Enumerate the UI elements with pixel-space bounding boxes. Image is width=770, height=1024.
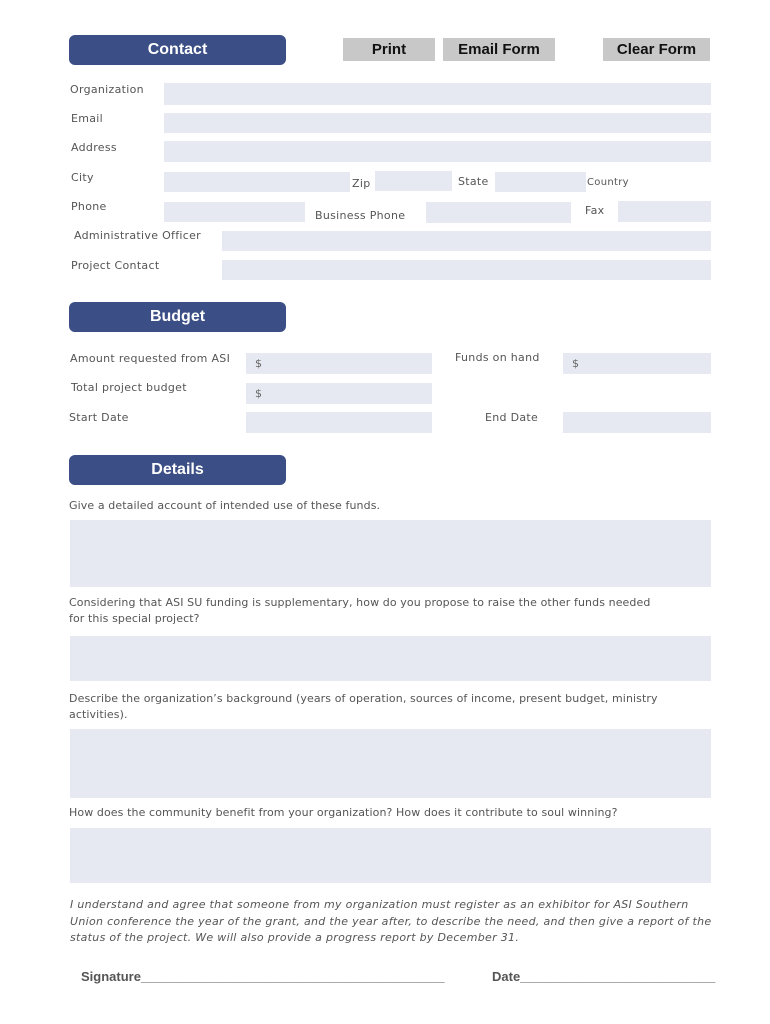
agreement-line3: status of the project. We will also provide a progress report by December 31.	[70, 931, 520, 944]
business-phone-label: Business Phone	[315, 209, 406, 222]
state-field[interactable]	[495, 172, 586, 192]
business-phone-field[interactable]	[426, 202, 571, 223]
print-button[interactable]: Print	[343, 38, 435, 61]
details-section-header: Details	[69, 455, 286, 485]
agreement-line2: Union conference the year of the grant, and the year after, to describe the need, and then give a report of the	[70, 914, 712, 928]
clear-form-button[interactable]: Clear Form	[603, 38, 710, 61]
currency-symbol: $	[255, 357, 262, 370]
currency-symbol: $	[255, 387, 262, 400]
funds-on-hand-field[interactable]	[563, 353, 711, 374]
administrative-officer-label: Administrative Officer	[74, 229, 201, 242]
budget-section-header: Budget	[69, 302, 286, 332]
city-label: City	[71, 171, 94, 184]
organization-field[interactable]	[164, 83, 711, 105]
organization-background-textarea[interactable]	[70, 729, 711, 798]
amount-requested-field[interactable]	[246, 353, 432, 374]
question-other-funds	[69, 595, 729, 627]
total-project-budget-field[interactable]	[246, 383, 432, 404]
question-organization-background	[69, 691, 729, 723]
start-date-label: Start Date	[69, 411, 129, 424]
amount-requested-label: Amount requested from ASI	[70, 352, 231, 365]
other-funds-textarea[interactable]	[70, 636, 711, 681]
zip-label: Zip	[352, 177, 371, 190]
phone-field[interactable]	[164, 202, 305, 222]
question-community-benefit: How does the community benefit from your organization? How does it contribute to soul winning?	[69, 806, 618, 819]
intended-use-textarea[interactable]	[70, 520, 711, 587]
country-label: Country	[587, 177, 629, 188]
question-organization-background-line2: activities).	[69, 708, 128, 721]
start-date-field[interactable]	[246, 412, 432, 433]
question-other-funds-line1: Considering that ASI SU funding is supplementary, how do you propose to raise the other funds needed	[69, 596, 651, 609]
agreement-line1: I understand and agree that someone from my organization must register as an exhibitor for ASI Southern	[70, 898, 689, 911]
end-date-label: End Date	[485, 411, 539, 424]
address-label: Address	[71, 141, 117, 154]
organization-label: Organization	[70, 83, 144, 96]
community-benefit-textarea[interactable]	[70, 828, 711, 883]
email-form-button[interactable]: Email Form	[443, 38, 555, 61]
fax-field[interactable]	[618, 201, 711, 222]
contact-section-header: Contact	[69, 35, 286, 65]
question-organization-background-line1: Describe the organization’s background (years of operation, sources of income, present budget, ministry	[69, 692, 658, 705]
end-date-field[interactable]	[563, 412, 711, 433]
state-label: State	[458, 175, 489, 188]
agreement-statement	[70, 897, 720, 947]
fax-label: Fax	[585, 204, 605, 217]
total-project-budget-label: Total project budget	[71, 381, 187, 394]
email-field[interactable]	[164, 113, 711, 133]
project-contact-label: Project Contact	[71, 259, 160, 272]
date-line[interactable]: Date___________________________	[492, 969, 716, 984]
funds-on-hand-label: Funds on hand	[455, 351, 540, 364]
email-label: Email	[71, 112, 104, 125]
currency-symbol: $	[572, 357, 579, 370]
signature-line[interactable]: Signature__________________________________________	[81, 969, 445, 984]
question-other-funds-line2: for this special project?	[69, 612, 200, 625]
project-contact-field[interactable]	[222, 260, 711, 280]
city-field[interactable]	[164, 172, 350, 192]
address-field[interactable]	[164, 141, 711, 162]
administrative-officer-field[interactable]	[222, 231, 711, 251]
zip-field[interactable]	[375, 171, 452, 191]
phone-label: Phone	[71, 200, 107, 213]
question-intended-use: Give a detailed account of intended use of these funds.	[69, 499, 381, 512]
